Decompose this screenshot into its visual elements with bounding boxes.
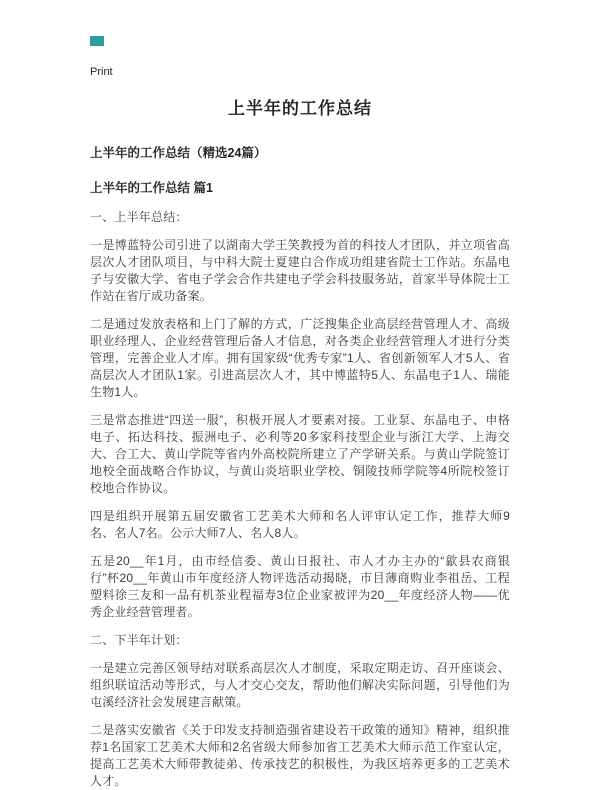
page-title: 上半年的工作总结 [228, 99, 372, 118]
paragraph: 三是常态推进“四送一服”，积极开展人才要素对接。工业泵、东晶电子、申格电子、拓达科技、振洲电子、必利等20多家科技型企业与浙江大学、上海交大、合工大、黄山学院等省内外高校院所建立了产学研关系。与黄山学院签订地校全面战略合作协议，与黄山炎培职业学校、铜陵技师学院等4所院校签订校地合作协议。 [90, 413, 510, 495]
paragraph: 五是20__年1月，由市经信委、黄山日报社、市人才办主办的“歙县农商银行”杯20__年黄山市年度经济人物评选活动揭晓，市目薄商购业李祖岳、工程塑料徐三友和一品有机茶业程福寿3位企业家被评为20__年度经济人物——优秀企业经营管理者。 [90, 554, 510, 619]
paragraph: 一、上半年总结： [90, 210, 188, 224]
paragraph: 二是落实安徽省《关于印发支持制造强省建设若干政策的通知》精神，组织推荐1名国家工艺美术大师和2名省级大师参加省工艺美术大师示范工作室认定，提高工艺美术大师带教徒弟、传承技艺的积极性，为我区培养更多的工艺美术人才。 [90, 723, 510, 788]
paragraph: 一是建立完善区领导结对联系高层次人才制度，采取定期走访、召开座谈会、组织联谊活动等形式，与人才交心交友，帮助他们解决实际问题，引导他们为屯溪经济社会发展建言献策。 [90, 661, 510, 709]
print-link[interactable]: Print [90, 66, 113, 78]
paragraph: 四是组织开展第五届安徽省工艺美术大师和名人评审认定工作，推荐大师9名、名人7名。公示大师7人、名人8人。 [90, 509, 510, 540]
paragraph: 二是通过发放表格和上门了解的方式，广泛搜集企业高层经营管理人才、高级职业经理人、企业经营管理后备人才信息，对各类企业经营管理人才进行分类管理，完善企业人才库。拥有国家级“优秀专家”1人、省创新领军人才5人、省高层次人才团队1家。引进高层次人才，其中博蓝特5人、东晶电子1人、瑞能生物1人。 [90, 317, 510, 399]
article-body [90, 209, 510, 790]
collection-subtitle: 上半年的工作总结（精选24篇） [90, 146, 267, 160]
section-heading: 上半年的工作总结 篇1 [90, 181, 213, 195]
print-icon[interactable] [90, 36, 104, 46]
paragraph: 一是博蓝特公司引进了以湖南大学王笑教授为首的科技人才团队，并立项省高层次人才团队项目，与中科大院士夏建白合作成功组建省院士工作站。东晶电子与安徽大学、省电子学会合作共建电子学会科技服务站，首家半导体院士工作站在省厅成功备案。 [90, 238, 510, 303]
paragraph: 二、下半年计划： [90, 633, 188, 647]
